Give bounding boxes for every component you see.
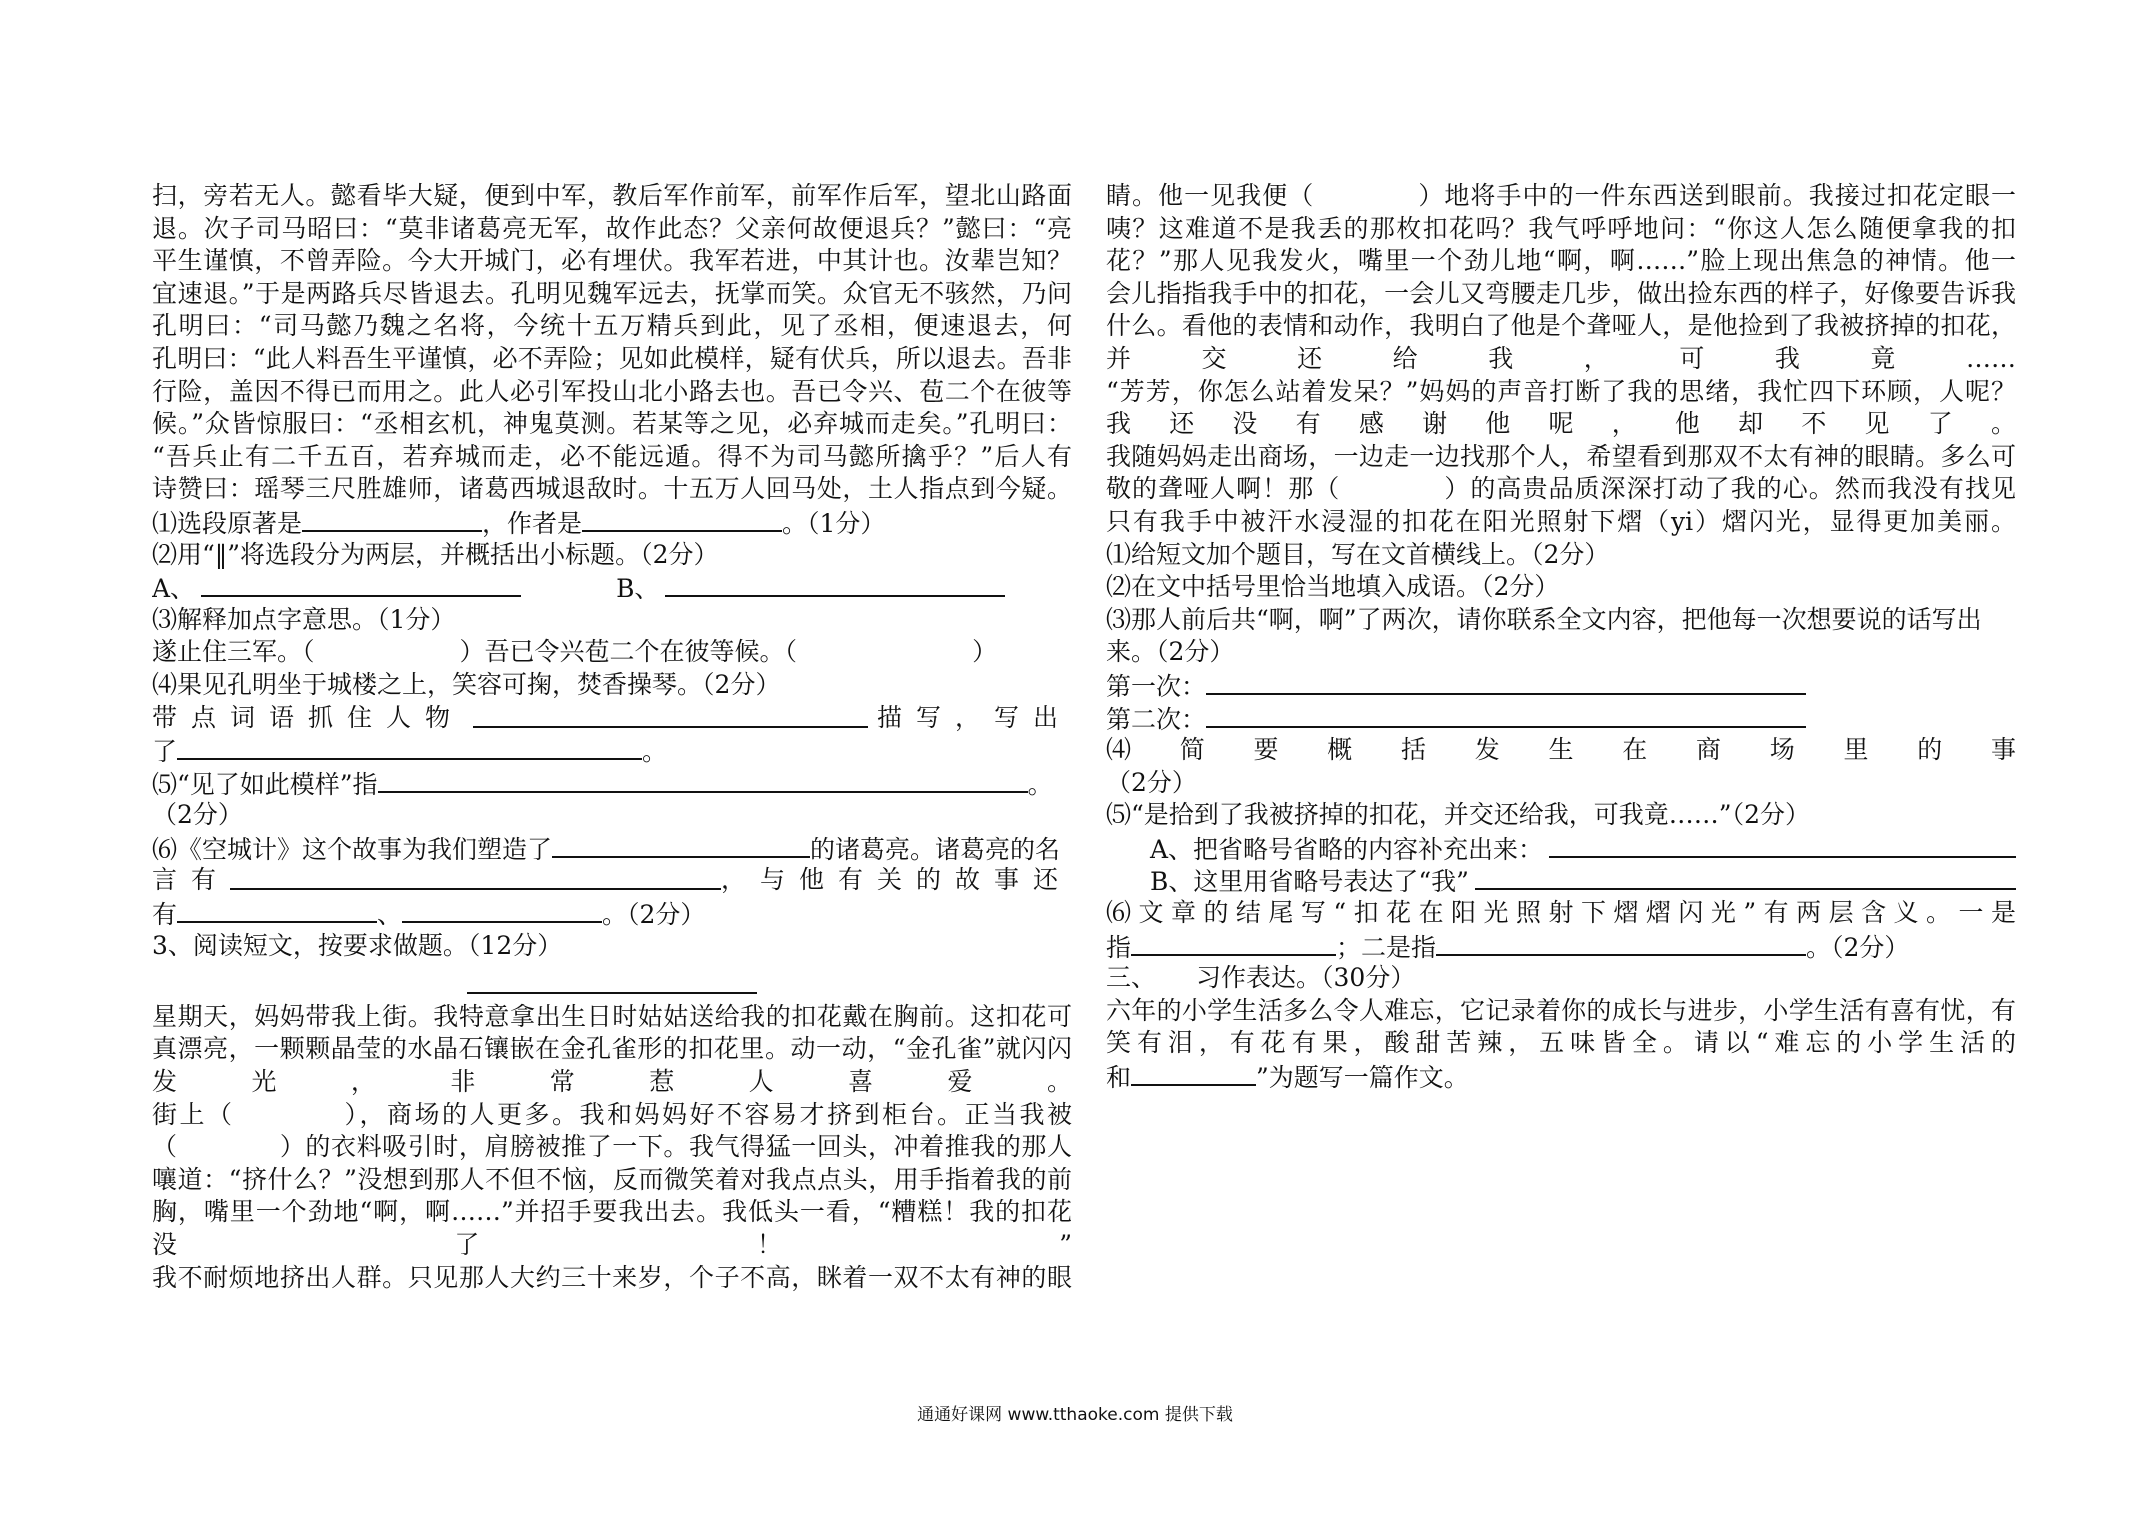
- question-3: ⑶解释加点字意思。（1分）: [152, 604, 456, 634]
- r-question-5-b: [1106, 864, 2016, 897]
- story-line: [1106, 473, 2016, 506]
- passage-line: [152, 473, 1072, 506]
- passage-line: [152, 376, 1072, 409]
- q1-text: ⑴选段原著是: [152, 508, 303, 538]
- story-line: [152, 1066, 1072, 1099]
- left-column: [152, 180, 1072, 1294]
- story-line: [1106, 376, 2016, 409]
- section-number: 三、: [1106, 963, 1157, 993]
- q1-score: 。（1分）: [782, 508, 886, 538]
- section-three-heading: [1106, 962, 2016, 995]
- question-1: [152, 506, 1072, 539]
- question-6-line3: [152, 897, 1072, 930]
- passage-line-text: 孔明曰：“司马懿乃魏之名将，今统十五万精兵到此，见了丞相，便速退去，何: [152, 311, 1072, 341]
- r-question-2: ⑵在文中括号里恰当地填入成语。（2分）: [1106, 572, 1560, 602]
- passage-line: [152, 408, 1072, 441]
- r-question-6-line2: [1106, 930, 2016, 963]
- q6-text: ⑹文章的结尾写“扣花在阳光照射下熠熠闪光”有两层含义。一是: [1106, 898, 2016, 928]
- q5-text: ⑸“见了如此模样”指: [152, 769, 378, 799]
- passage-kongchengji: [152, 180, 1072, 506]
- essay-line-text: 六年的小学生活多么令人难忘，它记录着你的成长与进步，小学生活有喜有忧，有: [1106, 995, 2016, 1025]
- q6-text: 有: [152, 900, 178, 930]
- answer-blank[interactable]: [582, 506, 782, 532]
- story-line-text: 我随妈妈走出商场，一边走一边找那个人，希望看到那双不太有神的眼睛。多么可: [1106, 441, 2016, 471]
- passage-line-text: 平生谨慎，不曾弄险。今大开城门，必有埋伏。我军若进，中其计也。汝辈岂知？: [152, 246, 1072, 276]
- story-line: [152, 1262, 1072, 1295]
- q4-text: ⑷果见孔明坐于城楼之上，: [152, 669, 453, 699]
- q4-text: 带点词语抓住人物: [152, 702, 465, 732]
- answer-blank[interactable]: [473, 702, 868, 728]
- story-line-text: 睛。他一见我便（ ）地将手中的一件东西送到眼前。我接过扣花定眼一: [1106, 181, 2016, 210]
- option-a-label: A、: [152, 574, 196, 604]
- answer-blank[interactable]: [378, 767, 1028, 793]
- q6-text: 言有: [152, 865, 231, 895]
- q4-text: 。: [642, 737, 668, 767]
- essay-prompt-last: [1106, 1060, 2016, 1093]
- story-line-text: 星期天，妈妈带我上街。我特意拿出生日时姑姑送给我的扣花戴在胸前。这扣花可: [152, 1001, 1072, 1031]
- question-6: [152, 832, 1072, 865]
- story-line-text: 会儿指指我手中的扣花，一会儿又弯腰走几步，做出捡东西的样子，好像要告诉我: [1106, 278, 2016, 308]
- essay-line: [1106, 995, 2016, 1028]
- answer-blank[interactable]: [1549, 832, 2016, 858]
- q5-a-text: A、把省略号省略的内容补充出来：: [1150, 834, 1544, 864]
- story-line-text: 胸，嘴里一个劲地“啊，啊……”并招手要我出去。我低头一看，“糟糕！我的扣花: [152, 1197, 1072, 1227]
- passage-line-text: “吾兵止有二千五百，若弃城而走，必不能远遁。得不为司马懿所擒乎？”后人有: [152, 441, 1072, 471]
- story-line: [1106, 441, 2016, 474]
- passage-line-text: 宜速退。”于是两路兵尽皆退去。孔明见魏军远去，抚掌而笑。众官无不骇然，乃问: [152, 278, 1072, 308]
- story-line-text: 发光，非常惹人喜爱。: [152, 1067, 1072, 1097]
- footer-credit: 通通好课网 www.tthaoke.com 提供下载: [917, 1405, 1233, 1425]
- section-3-heading: 3、阅读短文，按要求做题。（12分）: [152, 930, 563, 960]
- story-line-text: （ ）的衣料吸引时，肩膀被推了一下。我气得猛一回头，冲着推我的那人: [152, 1132, 1072, 1162]
- story-line-text: 没了！”: [152, 1230, 1072, 1259]
- story-line: [152, 1033, 1072, 1066]
- answer-blank[interactable]: [1206, 669, 1806, 695]
- story-line-text: 花？”那人见我发火，嘴里一个劲儿地“啊，啊……”脸上现出焦急的神情。他一: [1106, 246, 2016, 276]
- story-line: [1106, 310, 2016, 343]
- section-title: 习作表达。（30分）: [1196, 963, 1416, 993]
- q4-text: 描写，写出: [876, 702, 1072, 732]
- r-question-4: [1106, 734, 2016, 767]
- story-line: [1106, 245, 2016, 278]
- story-line: [1106, 408, 2016, 441]
- passage-line: [152, 441, 1072, 474]
- answer-blank[interactable]: [1436, 930, 1806, 956]
- passage-line: [152, 310, 1072, 343]
- story-line: [152, 1001, 1072, 1034]
- story-line-text: 什么。看他的表情和动作，我明白了他是个聋哑人，是他捡到了我被挤掉的扣花，: [1106, 311, 2016, 341]
- passage-line: [152, 343, 1072, 376]
- r-question-3-second: [1106, 702, 2016, 735]
- story-line: [1106, 343, 2016, 376]
- passage-line-text: 候。”众皆惊服曰：“丞相玄机，神鬼莫测。若某等之见，必弃城而走矣。”孔明曰：: [152, 409, 1072, 439]
- story-line-text: 只有我手中被汗水浸湿的扣花在阳光照射下熠（yi）熠闪光，显得更加美丽。: [1106, 506, 2016, 536]
- q3-text: ）吾已令兴苞二个在彼等候。（: [459, 637, 798, 667]
- story-line-text: 敬的聋哑人啊！那（ ）的高贵品质深深打动了我的心。然而我没有找见: [1106, 474, 2016, 504]
- answer-blank[interactable]: [1475, 864, 2016, 890]
- dotted-char: 遂: [152, 637, 178, 667]
- q6-text: 的诸葛亮。诸葛亮的名: [810, 834, 1061, 864]
- story-line-text: “芳芳，你怎么站着发呆？”妈妈的声音打断了我的思绪，我忙四下环顾，人呢？: [1106, 376, 2016, 406]
- passage-line-text: 扫，旁若无人。懿看毕大疑，便到中军，教后军作前军，前军作后军，望北山路面: [152, 181, 1072, 210]
- passage-line-text: 孔明曰：“此人料吾生平谨慎，必不弄险；见如此模样，疑有伏兵，所以退去。吾非: [152, 343, 1072, 373]
- q4-text: ⑷简要概括发生在商场里的事: [1106, 735, 2016, 765]
- story-line-text: 街上（ ），商场的人更多。我和妈妈好不容易才挤到柜台。正当我被: [152, 1099, 1072, 1129]
- q5-b-text: B、这里用省略号表达了“我”: [1150, 867, 1469, 897]
- story-line: [152, 1099, 1072, 1132]
- essay-line: [1106, 1027, 2016, 1060]
- story-line-text: 我还没有感谢他呢，他却不见了。: [1106, 409, 2016, 439]
- answer-blank[interactable]: [201, 571, 521, 597]
- essay-prompt: [1106, 995, 2016, 1060]
- story-line-text: 嚷道：“挤什么？”没想到那人不但不恼，反而微笑着对我点点头，用手指着我的前: [152, 1164, 1072, 1194]
- title-blank[interactable]: [467, 968, 757, 994]
- story-line-text: 咦？这难道不是我丢的那枚扣花吗？我气呼呼地问：“你这人怎么随便拿我的扣: [1106, 213, 2016, 243]
- question-2-answers: [152, 571, 1072, 604]
- essay-title-blank[interactable]: [1131, 1060, 1256, 1086]
- q6-text: ⑹《空城计》这个故事为我们塑造了: [152, 834, 553, 864]
- answer-blank[interactable]: [177, 897, 377, 923]
- q3-text: 住三军。（: [202, 637, 315, 667]
- story-line: [1106, 506, 2016, 539]
- passage-line: [152, 180, 1072, 213]
- story-line: [1106, 180, 2016, 213]
- story-line-text: 我不耐烦地挤出人群。只见那人大约三十来岁，个子不高，眯着一双不太有神的眼: [152, 1262, 1072, 1292]
- r-question-6: [1106, 897, 2016, 930]
- story-line: [1106, 278, 2016, 311]
- question-4: [152, 669, 1072, 702]
- answer-blank[interactable]: [230, 864, 721, 890]
- story-line-text: 真漂亮，一颗颗晶莹的水晶石镶嵌在金孔雀形的扣花里。动一动，“金孔雀”就闪闪: [152, 1034, 1072, 1064]
- answer-blank[interactable]: [665, 571, 1005, 597]
- essay-line-text: 笑有泪，有花有果，酸甜苦辣，五味皆全。请以“难忘的小学生活的: [1106, 1028, 2016, 1058]
- story-passage-continued: [1106, 180, 2016, 539]
- dotted-char: 止: [177, 637, 203, 667]
- story-passage: [152, 1001, 1072, 1294]
- option-b-label: B、: [616, 574, 660, 604]
- story-line: [152, 1196, 1072, 1229]
- r-question-5-a: [1106, 832, 2016, 865]
- label-second: 第二次：: [1106, 704, 1207, 734]
- q6-text: 。（2分）: [1806, 932, 1910, 962]
- question-5-score: （2分）: [152, 800, 243, 830]
- r-question-3: ⑶那人前后共“啊，啊”了两次，请你联系全文内容，把他每一次想要说的话写出: [1106, 604, 1982, 634]
- r-question-3-first: [1106, 669, 2016, 702]
- q1-text: ，作者是: [482, 508, 583, 538]
- q6-text: ，与他有关的故事还: [720, 865, 1072, 895]
- story-line-text: 并交还给我，可我竟……: [1106, 343, 2016, 373]
- story-line: [1106, 213, 2016, 246]
- question-6-line2: [152, 864, 1072, 897]
- passage-line: [152, 278, 1072, 311]
- passage-line: [152, 245, 1072, 278]
- story-line: [152, 1131, 1072, 1164]
- q6-text: 指: [1106, 932, 1132, 962]
- r-question-1: ⑴给短文加个题目，写在文首横线上。（2分）: [1106, 539, 1610, 569]
- question-5: [152, 767, 1072, 800]
- q4-text: ，焚香操琴。（2分）: [552, 669, 781, 699]
- r-question-3-cont: 来。（2分）: [1106, 637, 1235, 667]
- answer-blank[interactable]: [402, 897, 602, 923]
- passage-line: [152, 213, 1072, 246]
- question-4-line1: [152, 702, 1072, 735]
- question-4-line2: [152, 734, 1072, 767]
- q4-text: 了: [152, 737, 178, 767]
- label-first: 第一次：: [1106, 671, 1207, 701]
- question-2: ⑵用“‖”将选段分为两层，并概括出小标题。（2分）: [152, 539, 719, 569]
- q6-text: 。（2分）: [602, 900, 706, 930]
- right-column: [1106, 180, 2016, 1093]
- r-question-5: ⑸“是拾到了我被挤掉的扣花，并交还给我，可我竟……”（2分）: [1106, 800, 1810, 830]
- question-3-items: [152, 636, 1072, 669]
- answer-blank[interactable]: [302, 506, 482, 532]
- q6-text: ；二是指: [1336, 932, 1437, 962]
- story-line: [152, 1164, 1072, 1197]
- dotted-phrase: 笑容可掬: [452, 669, 553, 699]
- q5-text: 。: [1027, 769, 1053, 799]
- title-line: [152, 968, 1072, 1001]
- answer-blank[interactable]: [552, 832, 810, 858]
- essay-text: ”为题写一篇作文。: [1256, 1063, 1469, 1093]
- r-question-4-score: （2分）: [1106, 767, 1197, 797]
- essay-text: 和: [1106, 1063, 1132, 1093]
- passage-line-text: 行险，盖因不得已而用之。此人必引军投山北小路去也。吾已令兴、苞二个在彼等: [152, 376, 1072, 406]
- story-line: [152, 1229, 1072, 1262]
- answer-blank[interactable]: [177, 734, 642, 760]
- q6-text: 、: [377, 900, 403, 930]
- passage-line-text: 退。次子司马昭曰：“莫非诸葛亮无军，故作此态？父亲何故便退兵？”懿曰：“亮: [152, 213, 1072, 243]
- answer-blank[interactable]: [1206, 702, 1806, 728]
- answer-blank[interactable]: [1131, 930, 1336, 956]
- passage-line-text: 诗赞曰：瑶琴三尺胜雄师，诸葛西城退敌时。十五万人回马处，土人指点到今疑。: [152, 474, 1072, 504]
- q3-text: ）: [972, 637, 998, 667]
